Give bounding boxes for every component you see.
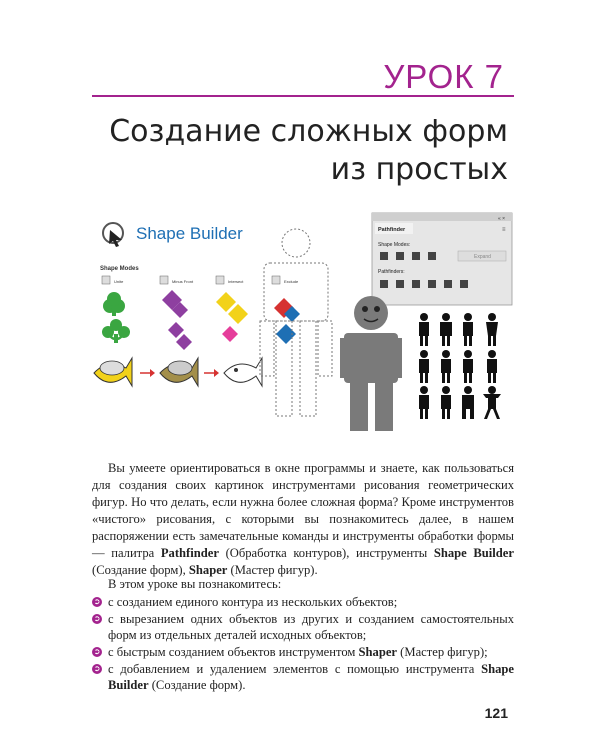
panel-collapse-icon: « ×: [498, 216, 506, 222]
heading-rule: [92, 95, 514, 97]
grey-figure: [340, 296, 402, 431]
intro-paragraph: [92, 460, 514, 579]
shape-modes-label: Shape Modes: [100, 266, 139, 272]
arrow-bullet-icon: ➲: [93, 647, 101, 656]
list-item-text: (Мастер фигур);: [397, 645, 488, 659]
people-icons-grid: [419, 313, 501, 419]
term-shape-builder: Shape Builder: [433, 546, 514, 560]
list-item-text: с добавлением и удалением элементов с помощью инструмента: [108, 662, 482, 676]
title-line-2: из простых: [330, 152, 508, 187]
mode-label-minus-front: Minus Front: [172, 279, 194, 284]
lesson-heading: УРОК 7: [383, 58, 504, 95]
title-line-1: Создание сложных форм: [109, 114, 508, 149]
list-item-text: с быстрым созданием объектов инструментом: [108, 645, 359, 659]
list-item-text: (Создание форм).: [148, 678, 246, 692]
term-pathfinder: Pathfinder: [160, 546, 219, 560]
dotted-figure: [260, 229, 332, 416]
shape-builder-logo: [103, 223, 243, 247]
panel-shape-modes-label: Shape Modes:: [378, 242, 411, 248]
list-intro: В этом уроке вы познакомитесь:: [108, 577, 282, 591]
term-shaper: Shaper: [188, 563, 228, 577]
club-shapes: [102, 292, 130, 343]
shape-builder-label: Shape Builder: [136, 224, 243, 243]
paragraph-text-1: Вы умеете ориентироваться в окне программы и знаете, как пользоваться для создания своих картинок инструментами рисования геометрических фигур. Но что делать, если нужна более сложная форма? Кроме инструментов «чистого» рисования, с которыми вы познакомитесь далее, в нашем распоряжении есть замечательные команды и инструменты обработки формы — палитра: [92, 461, 514, 560]
arrow-bullet-icon: ➲: [93, 614, 101, 623]
fish-sequence: [94, 358, 262, 386]
minus-front-shapes: [162, 290, 192, 350]
paragraph-text-3: (Создание форм),: [92, 563, 189, 577]
mode-label-intersect: Intersect: [228, 279, 244, 284]
panel-pathfinders-label: Pathfinders:: [378, 269, 405, 275]
cursor-icon: [109, 230, 122, 247]
panel-menu-icon: ≡: [502, 227, 506, 233]
mode-label-exclude: Exclude: [284, 279, 299, 284]
mode-buttons: [102, 276, 299, 284]
list-item-text: с созданием единого контура из нескольких объектов;: [108, 595, 398, 609]
panel-expand-button: Expand: [474, 254, 491, 260]
chapter-illustration: [88, 208, 518, 433]
term-shaper: Shaper: [358, 645, 398, 659]
mode-label-unite: Unite: [114, 279, 124, 284]
lesson-goals-list: [92, 594, 514, 694]
page-title: [109, 113, 508, 189]
intersect-shapes: [216, 292, 248, 342]
list-item: [92, 661, 514, 693]
list-item: [92, 594, 514, 610]
list-item: [92, 611, 514, 643]
arrow-bullet-icon: ➲: [93, 597, 101, 606]
pathfinder-panel: [372, 213, 512, 305]
paragraph-text-4: (Мастер фигур).: [227, 563, 318, 577]
panel-tab-pathfinder: Pathfinder: [378, 227, 406, 233]
paragraph-text-2: (Обработка контуров), инструменты: [218, 546, 434, 560]
term-shape-builder: Shape Builder: [108, 662, 514, 692]
list-item-text: с вырезанием одних объектов из других и созданием самостоятельных форм из отдельных деталей исходных объектов;: [108, 612, 514, 642]
arrow-bullet-icon: ➲: [93, 664, 101, 673]
list-item: [92, 644, 514, 660]
page-number: 121: [484, 705, 508, 721]
